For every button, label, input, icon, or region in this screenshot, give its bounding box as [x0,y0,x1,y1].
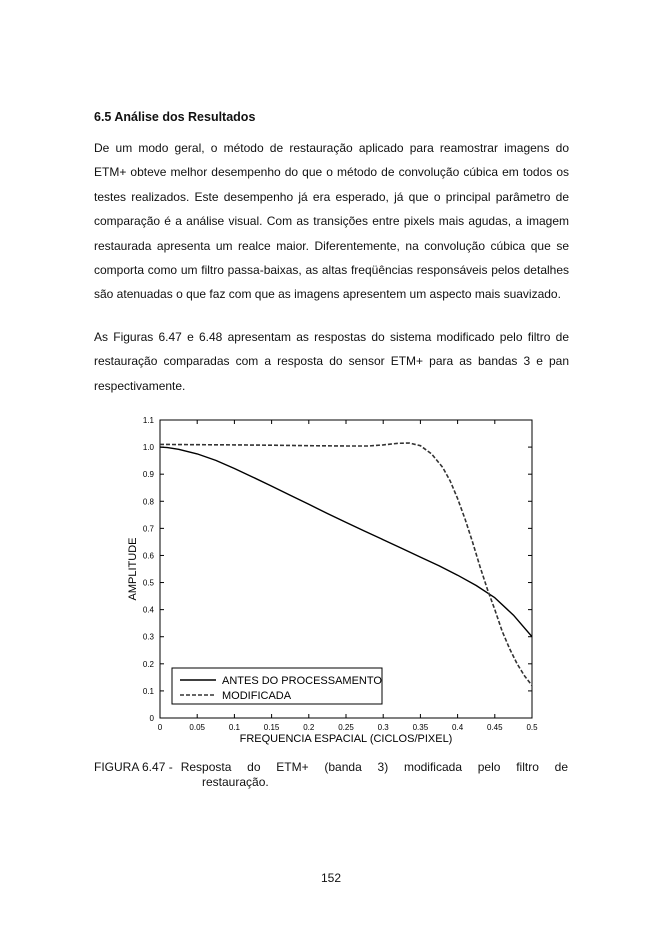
y-tick-label: 0.2 [142,659,154,669]
x-tick-label: 0.4 [452,723,464,732]
y-tick-label: 0.6 [142,551,154,561]
y-tick-label: 0.3 [142,632,154,642]
x-axis-label: FREQUENCIA ESPACIAL (CICLOS/PIXEL) [239,733,453,745]
y-tick-label: 1.0 [142,443,154,453]
x-tick-label: 0.3 [377,723,389,732]
y-tick-label: 0.8 [142,497,154,507]
legend-label-antes: ANTES DO PROCESSAMENTO [222,675,382,687]
figure-label: FIGURA 6.47 - [94,760,173,774]
y-tick-label: 0.1 [142,686,154,696]
figure-caption-line2: restauração. [202,775,269,789]
legend [172,668,382,704]
x-tick-label: 0.1 [228,723,240,732]
y-tick-label: 0.5 [142,578,154,588]
x-tick-label: 0.45 [487,723,503,732]
y-tick-label: 0.9 [142,470,154,480]
figure-caption [94,760,568,790]
x-tick-label: 0 [157,723,163,732]
x-tick-label: 0.2 [303,723,315,732]
section-heading: 6.5 Análise dos Resultados [94,110,256,124]
legend-label-modificada: MODIFICADA [222,690,292,702]
figure-chart [120,414,540,749]
x-tick-label: 0.15 [263,723,280,732]
x-tick-label: 0.5 [526,723,538,732]
y-tick-label: 0.7 [142,524,154,534]
x-tick-label: 0.35 [412,723,429,732]
paragraph-2: As Figuras 6.47 e 6.48 apresentam as respostas do sistema modificado pelo filtro de restauração comparadas com a resposta do sensor ETM+ para as bandas 3 e pan respectivamente. [94,330,569,393]
y-tick-label: 0 [149,714,154,723]
y-tick-label: 0.4 [142,605,154,615]
y-tick-label: 1.1 [142,416,154,425]
page-number: 152 [320,871,342,885]
x-tick-label: 0.25 [338,723,354,732]
paragraph-1: De um modo geral, o método de restauração aplicado para reamostrar imagens do ETM+ obteve melhor desempenho do que o método de convolução cúbica em todos os testes realizados. Este desempenho já era esperado, já que o principal parâmetro de comparação é a análise visual. Com as transições entre pixels mais agudas, a imagem restaurada apresenta um realce maior. Diferentemente, na convolução cúbica que se comporta como um filtro passa-baixas, as altas freqüências responsáveis pelos detalhes são atenuadas o que faz com que as imagens apresentem um aspecto mais suavizado. [94,141,569,302]
y-axis-label: AMPLITUDE [127,537,139,601]
x-tick-label: 0.05 [189,723,205,732]
figure-caption-line1: Resposta do ETM+ (banda 3) modificada pelo filtro de [180,760,568,774]
